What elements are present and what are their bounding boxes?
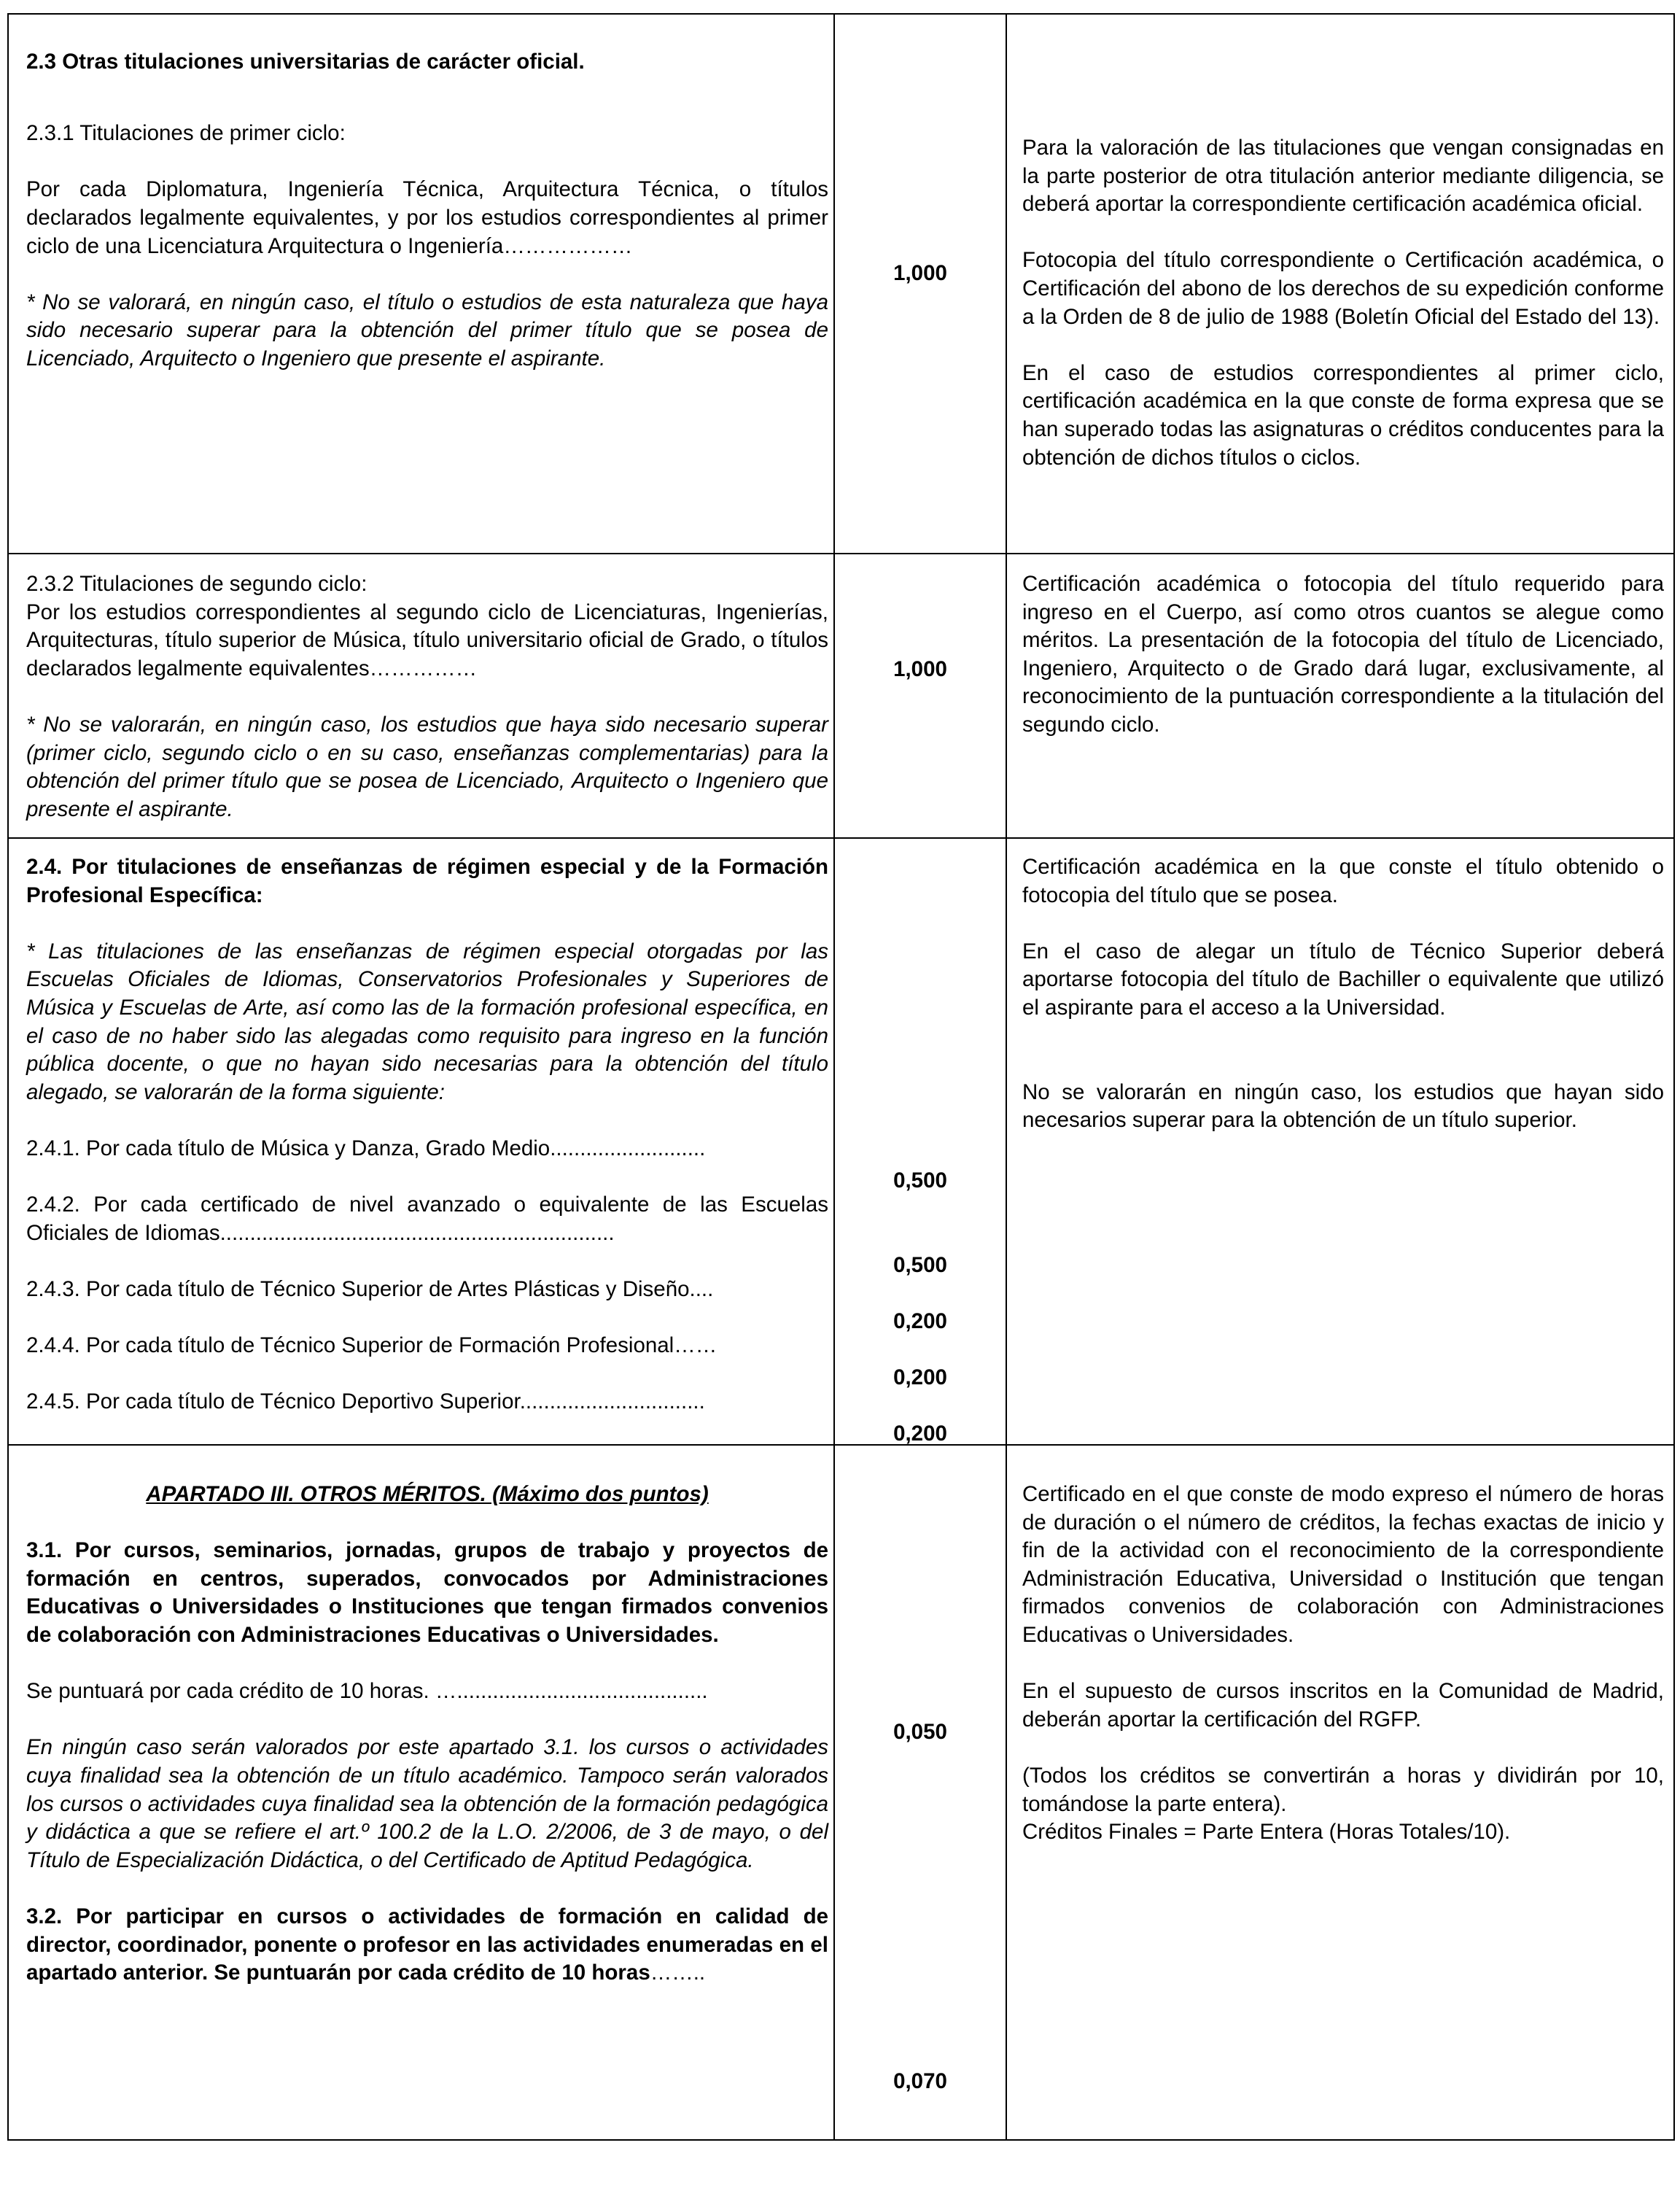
list-item: 2.4.4. Por cada título de Técnico Superior de Formación Profesional…… — [26, 1333, 718, 1358]
points-value: 0,200 — [893, 1365, 947, 1389]
section-2-3-2-left — [26, 570, 828, 823]
list-item: 2.4.5. Por cada título de Técnico Deportivo Superior............................... — [26, 1389, 705, 1414]
documentation-text: Fotocopia del título correspondiente o Certificación académica, o Certificación del abono de los derechos de su expedición conforme a la Orden de 8 de julio de 1988 (Boletín Oficial del Estado del 13). — [1022, 248, 1664, 329]
criterion-text: Se puntuará por cada crédito de 10 horas. ….......................................... — [26, 1679, 708, 1704]
points-value: 1,000 — [893, 261, 947, 285]
documentation-text: Para la valoración de las titulaciones que vengan consignadas en la parte posterior de otra titulación anterior mediante diligencia, se deberá aportar la correspondiente certificación académica oficial. — [1022, 136, 1664, 217]
list-item: 2.4.2. Por cada certificado de nivel avanzado o equivalente de las Escuelas Oficiales de Idiomas.................................................................. — [26, 1193, 828, 1245]
criterion-text: Por cada Diplomatura, Ingeniería Técnica, Arquitectura Técnica, o títulos declarados legalmente equivalentes, y por los estudios correspondientes al primer ciclo de una Licenciatura Arquitectura o Ingeniería……………… — [26, 177, 828, 258]
criterion-note: * Las titulaciones de las enseñanzas de régimen especial otorgadas por las Escuelas Oficiales de Idiomas, Conservatorios Profesionales y Superiores de Música y Escuelas de Arte, así como las de la formación profesional específica, en el caso de no haber sido las alegadas como requisito para ingreso en la función pública docente, o que no hayan sido necesarias para la obtención del título alegado, se valorarán de la forma siguiente: — [26, 939, 828, 1104]
points-value: 0,500 — [893, 1168, 947, 1193]
section-2-4-left — [26, 853, 828, 1416]
documentation-text: Certificación académica o fotocopia del título requerido para ingreso en el Cuerpo, así como otros cuantos se alegue como méritos. La presentación de la fotocopia del título de Licenciado, Ingeniero, Arquitecto o de Grado dará lugar, exclusivamente, al reconocimiento de la puntuación correspondiente a la titulación del segundo ciclo. — [1022, 572, 1664, 737]
criterion-title — [26, 1903, 828, 1988]
documentation-text: En el caso de estudios correspondientes al primer ciclo, certificación académica en la que conste de forma expresa que se han superado todas las asignaturas o créditos conducentes para la obtención de dichos títulos o ciclos. — [1022, 360, 1664, 470]
documentation-text: Créditos Finales = Parte Entera (Horas Totales/10). — [1022, 1820, 1511, 1845]
section-3-left — [26, 1481, 828, 1988]
column-divider — [1006, 15, 1007, 2139]
points-value: 1,000 — [893, 657, 947, 681]
documentation-text: (Todos los créditos se convertirán a horas y dividirán por 10, tomándose la parte entera). — [1022, 1763, 1664, 1816]
points-cell — [835, 656, 1006, 685]
documentation-text: En el supuesto de cursos inscritos en la Comunidad de Madrid, deberán aportar la certificación del RGFP. — [1022, 1679, 1664, 1732]
criterion-title-text: 3.2. Por participar en cursos o actividades de formación en calidad de director, coordinador, ponente o profesor en las actividades enumeradas en el apartado anterior. Se puntuarán por cada crédito de 10 horas — [26, 1904, 828, 1985]
section-heading: 2.4. Por titulaciones de enseñanzas de régimen especial y de la Formación Profesional Específica: — [26, 855, 828, 907]
criterion-note: * No se valorarán, en ningún caso, los estudios que haya sido necesario superar (primer ciclo, segundo ciclo o en su caso, enseñanzas complementarias) para la obtención del primer título que se posea de Licenciado, Arquitecto o Ingeniero que presente el aspirante. — [26, 712, 828, 821]
list-item: 2.4.1. Por cada título de Música y Danza, Grado Medio.......................... — [26, 1136, 706, 1160]
points-column — [835, 1446, 1006, 2138]
points-value: 0,200 — [893, 1309, 947, 1333]
section-heading: 2.3 Otras titulaciones universitarias de carácter oficial. — [26, 50, 585, 74]
points-value: 0,500 — [893, 1253, 947, 1277]
points-value: 0,050 — [893, 1720, 947, 1744]
section-2-3-2-docs — [1022, 570, 1664, 740]
merits-table — [7, 13, 1675, 2141]
leader-dots: …….. — [650, 1961, 706, 1985]
section-2-4-docs — [1022, 853, 1664, 1135]
list-item: 2.4.3. Por cada título de Técnico Superior de Artes Plásticas y Diseño.... — [26, 1276, 714, 1301]
documentation-text: En el caso de alegar un título de Técnico Superior deberá aportarse fotocopia del título de Bachiller o equivalente que utilizó el aspirante para el acceso a la Universidad. — [1022, 939, 1664, 1020]
criterion-text: Por los estudios correspondientes al segundo ciclo de Licenciaturas, Ingenierías, Arquitecturas, título superior de Música, título universitario oficial de Grado, o títulos declarados legalmente equivalentes…………… — [26, 600, 828, 680]
documentation-text: No se valorarán en ningún caso, los estudios que hayan sido necesarios superar para la obtención de un título superior. — [1022, 1079, 1664, 1133]
criterion-title: 3.1. Por cursos, seminarios, jornadas, grupos de trabajo y proyectos de formación en centros, superados, convocados por Administraciones Educativas o Universidades o Instituciones que tengan firmados convenios de colaboración con Administraciones Educativas o Universidades. — [26, 1538, 828, 1647]
section-heading: APARTADO III. OTROS MÉRITOS. (Máximo dos puntos) — [146, 1482, 709, 1506]
section-2-3-left — [26, 48, 828, 373]
row-divider — [9, 553, 1673, 554]
section-2-3-1-docs — [1022, 134, 1664, 472]
subsection-title: 2.3.1 Titulaciones de primer ciclo: — [26, 121, 346, 146]
criterion-note: * No se valorará, en ningún caso, el título o estudios de esta naturaleza que haya sido necesario superar para la obtención del primer título que se posea de Licenciado, Arquitecto o Ingeniero que presente el aspirante. — [26, 290, 828, 371]
subsection-title: 2.3.2 Titulaciones de segundo ciclo: — [26, 572, 368, 596]
points-value: 0,200 — [893, 1422, 947, 1446]
documentation-text: Certificado en el que conste de modo expreso el número de horas de duración o el número de créditos, la fechas exactas de inicio y fin de la actividad con el reconocimiento de la correspondiente Administración Educativa, Universidad o Institución que tengan firmados convenios de colaboración con Administraciones Educativas o Universidades. — [1022, 1482, 1664, 1647]
points-cell — [835, 260, 1006, 289]
points-column — [835, 839, 1006, 1446]
points-value: 0,070 — [893, 2069, 947, 2093]
section-3-docs — [1022, 1481, 1664, 1847]
documentation-text: Certificación académica en la que conste el título obtenido o fotocopia del título que se posea. — [1022, 855, 1664, 907]
criterion-note: En ningún caso serán valorados por este apartado 3.1. los cursos o actividades cuya finalidad sea la obtención de un título académico. Tampoco serán valorados los cursos o actividades cuya finalidad sea la obtención de la formación pedagógica y didáctica a que se refiere el art.º 100.2 de la L.O. 2/2006, de 3 de mayo, o del Título de Especialización Didáctica, o del Certificado de Aptitud Pedagógica. — [26, 1735, 828, 1872]
